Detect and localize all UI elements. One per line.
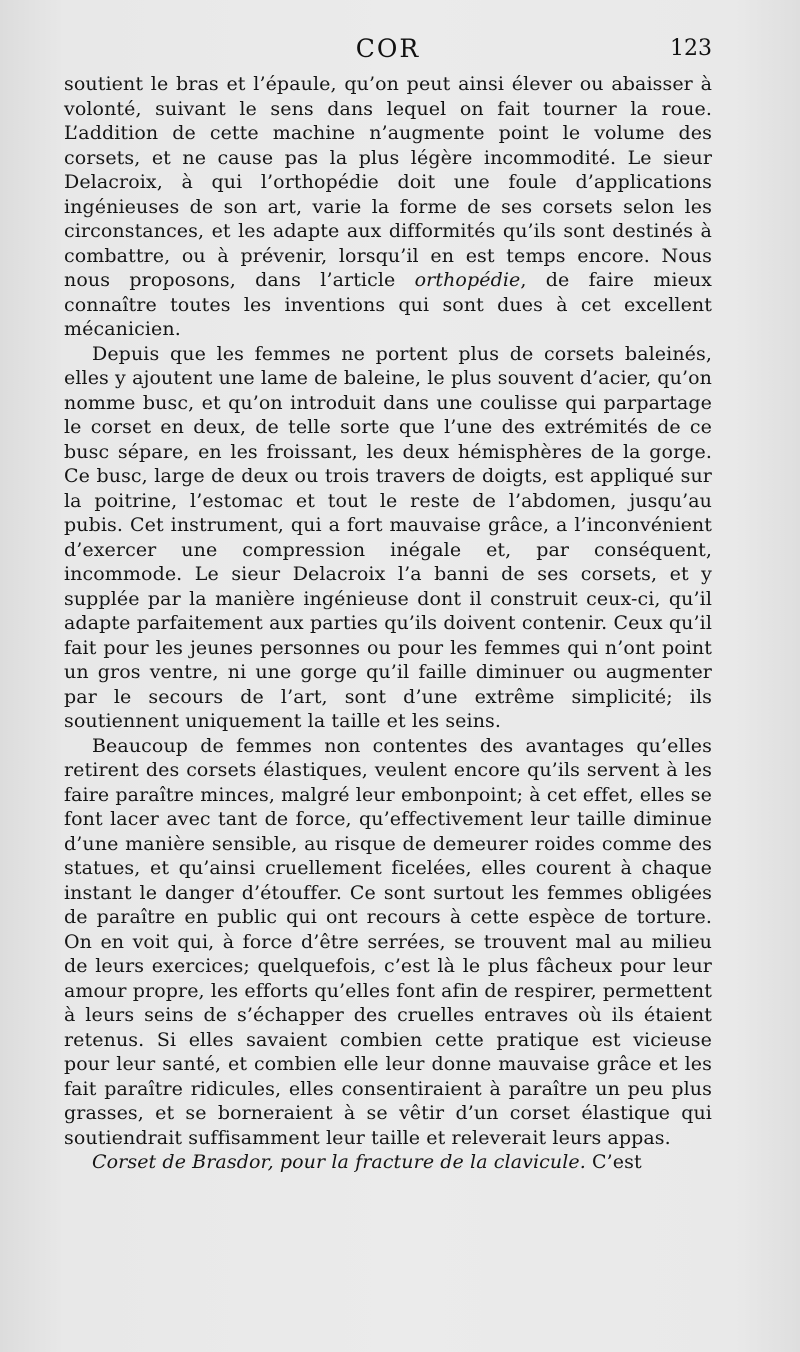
paragraph-brasdor [64, 1150, 712, 1175]
paragraph-text-end: , de faire mieux connaître toutes les inventions qui sont dues à cet excellent mécanicien. [64, 269, 712, 340]
paragraph-continued [64, 72, 712, 342]
section-heading-italic: Corset de Brasdor, pour la fracture de la clavicule. [92, 1151, 586, 1173]
body-text [64, 72, 712, 1175]
page-number: 123 [670, 36, 712, 61]
page-header [64, 34, 712, 70]
paragraph-text-end: C’est [585, 1151, 642, 1173]
italic-reference: orthopédie [414, 269, 521, 291]
paragraph-tight-lacing: Beaucoup de femmes non contentes des avantages qu’elles retirent des corsets élastiques, veulent encore qu’ils servent à les faire paraître minces, malgré leur embonpoint; à cet effet, elles se font lacer avec tant de force, qu’effectivement leur taille diminue d’une manière sensible, au risque de demeurer roides comme des statues, et qu’ainsi cruellement ficelées, elles courent à chaque instant le danger d’étouffer. Ce sont surtout les femmes obligées de paraître en public qui ont recours à cette espèce de torture. On en voit qui, à force d’être serrées, se trouvent mal au milieu de leurs exercices; quelquefois, c’est là le plus fâcheux pour leur amour propre, les efforts qu’elles font afin de respirer, permettent à leurs seins de s’échapper des cruelles entraves où ils étaient retenus. Si elles savaient combien cette pratique est vicieuse pour leur santé, et combien elle leur donne mauvaise grâce et les fait paraître ridicules, elles consentiraient à paraître un peu plus grasses, et se borneraient à se vêtir d’un corset élastique qui soutiendrait suffisamment leur taille et releverait leurs appas. [64, 734, 712, 1149]
running-head: COR [355, 34, 421, 63]
paragraph-busc: Depuis que les femmes ne portent plus de corsets baleinés, elles y ajoutent une lame de baleine, le plus souvent d’acier, qu’on nomme busc, et qu’on introduit dans une coulisse qui parpartage le corset en deux, de telle sorte que l’une des extrémités de ce busc sépare, en les froissant, les deux hémisphères de la gorge. Ce busc, large de deux ou trois travers de doigts, est appliqué sur la poitrine, l’estomac et tout le reste de l’abdomen, jusqu’au pubis. Cet instrument, qui a fort mauvaise grâce, a l’inconvénient d’exercer une compression inégale et, par conséquent, incommode. Le sieur Delacroix l’a banni de ses corsets, et y supplée par la manière ingénieuse dont il construit ceux-ci, qu’il adapte parfaitement aux parties qu’ils doivent contenir. Ceux qu’il fait pour les jeunes personnes ou pour les femmes qui n’ont point un gros ventre, ni une gorge qu’il faille diminuer ou augmenter par le secours de l’art, sont d’une extrême simplicité; ils soutiennent uniquement la taille et les seins. [64, 342, 712, 732]
paragraph-text: soutient le bras et l’épaule, qu’on peut ainsi élever ou abaisser à volonté, suivant le sens dans lequel on fait tourner la roue. L’addition de cette machine n’augmente point le volume des corsets, et ne cause pas la plus légère incommodité. Le sieur Delacroix, à qui l’orthopédie doit une foule d’applications ingénieuses de son art, varie la forme de ses corsets selon les circonstances, et les adapte aux difformités qu’ils sont destinés à combattre, ou à prévenir, lorsqu’il en est temps encore. Nous nous proposons, dans l’article [64, 73, 712, 291]
